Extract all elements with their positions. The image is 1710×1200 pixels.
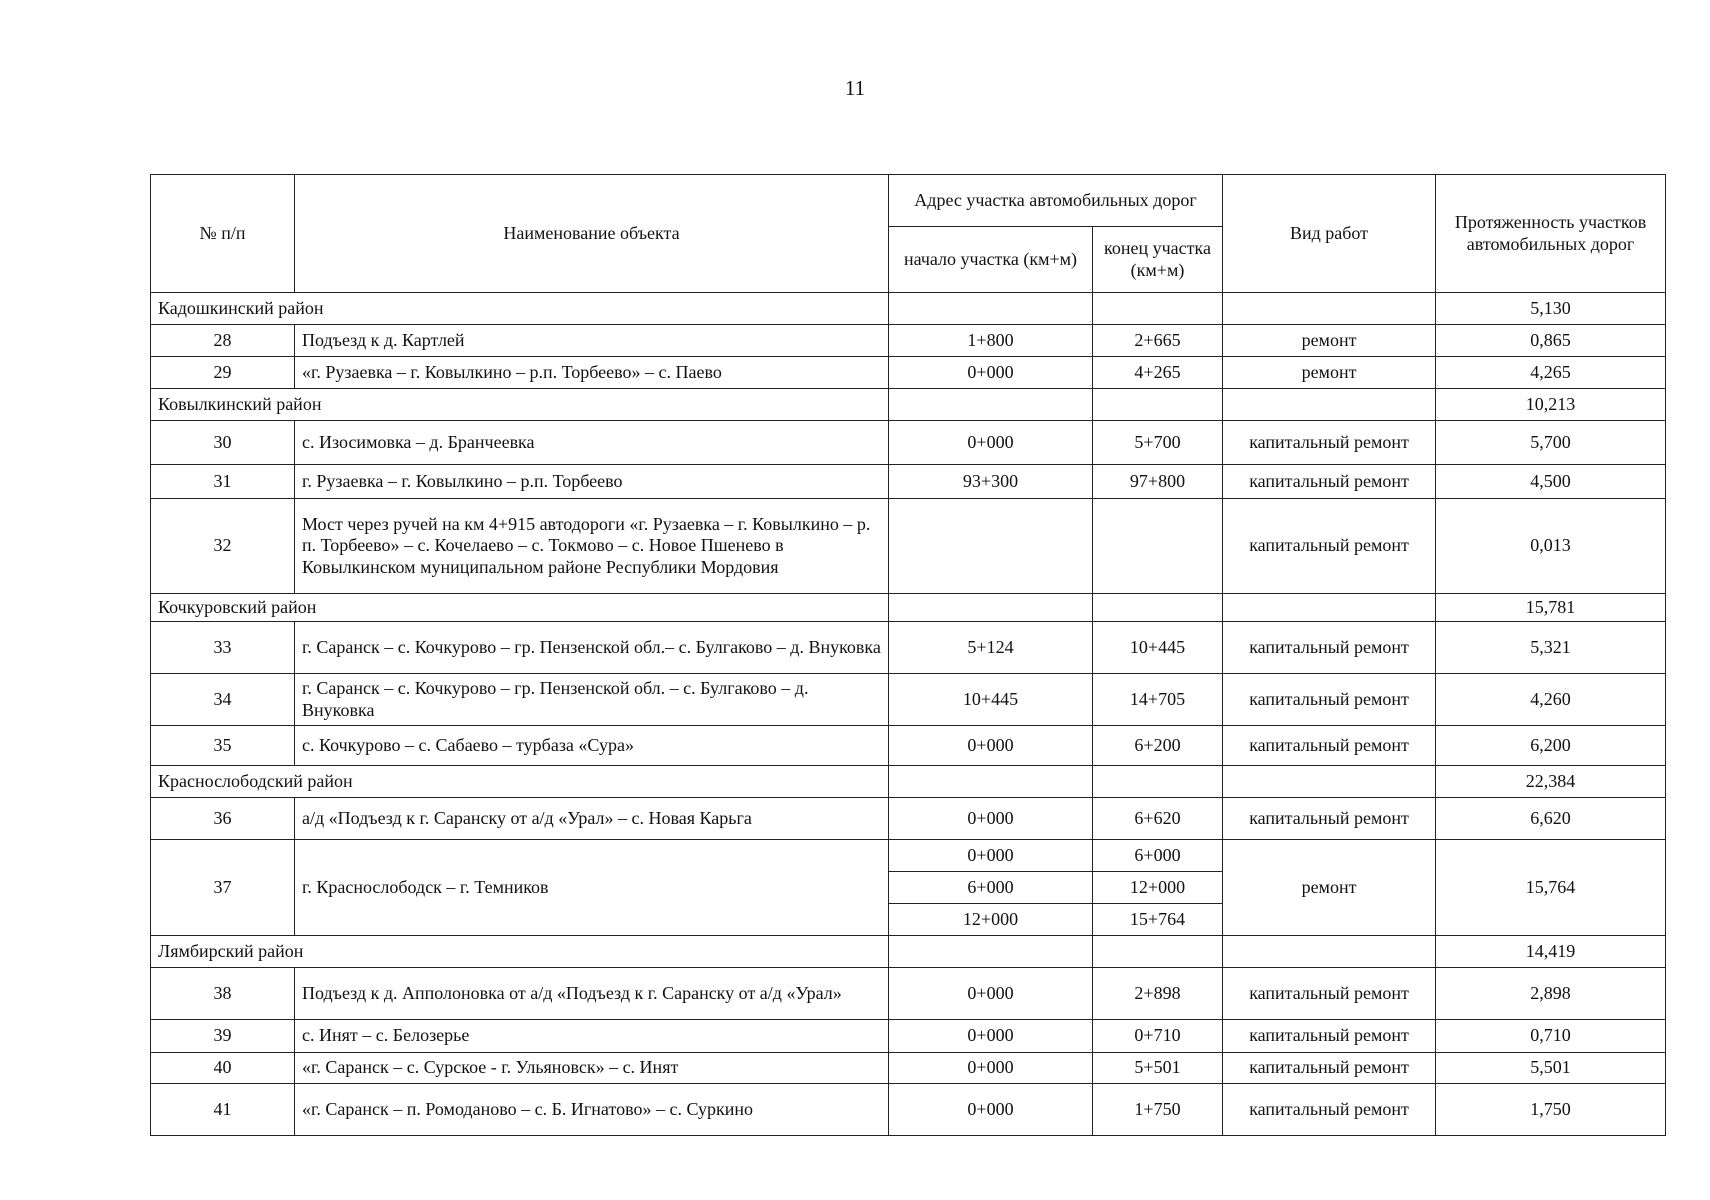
district-name: Краснослободский район (151, 766, 889, 798)
segment-end: 5+501 (1093, 1053, 1223, 1084)
segment-end: 5+700 (1093, 421, 1223, 465)
table-row (151, 798, 1666, 840)
district-row (151, 936, 1666, 968)
district-row (151, 389, 1666, 421)
district-empty-cell (889, 293, 1093, 325)
row-number: 34 (151, 674, 295, 726)
work-type: капитальный ремонт (1223, 499, 1436, 594)
row-number: 32 (151, 499, 295, 594)
work-type: капитальный ремонт (1223, 1053, 1436, 1084)
row-number: 29 (151, 357, 295, 389)
page-number: 11 (844, 76, 866, 100)
segment-start: 0+000 (889, 1053, 1093, 1084)
table-row (151, 421, 1666, 465)
segment-end: 14+705 (1093, 674, 1223, 726)
row-number: 35 (151, 726, 295, 766)
district-row (151, 594, 1666, 622)
district-name: Лямбирский район (151, 936, 889, 968)
segment-start: 0+000 (889, 798, 1093, 840)
work-type: капитальный ремонт (1223, 968, 1436, 1020)
work-type: капитальный ремонт (1223, 622, 1436, 674)
object-name: г. Рузаевка – г. Ковылкино – р.п. Торбеево (295, 465, 889, 499)
district-total: 14,419 (1436, 936, 1666, 968)
roads-table (150, 174, 1666, 1136)
segment-end: 15+764 (1093, 904, 1223, 936)
district-empty-cell (889, 389, 1093, 421)
road-length: 4,260 (1436, 674, 1666, 726)
header-work: Вид работ (1223, 175, 1436, 293)
district-empty-cell (1093, 389, 1223, 421)
work-type: капитальный ремонт (1223, 421, 1436, 465)
district-name: Ковылкинский район (151, 389, 889, 421)
segment-end: 10+445 (1093, 622, 1223, 674)
segment-start: 12+000 (889, 904, 1093, 936)
district-empty-cell (1093, 594, 1223, 622)
district-empty-cell (1223, 766, 1436, 798)
object-name: Подъезд к д. Апполоновка от а/д «Подъезд к г. Саранску от а/д «Урал» (295, 968, 889, 1020)
segment-end: 6+000 (1093, 840, 1223, 872)
district-empty-cell (1223, 293, 1436, 325)
segment-end: 4+265 (1093, 357, 1223, 389)
row-number: 38 (151, 968, 295, 1020)
segment-end: 0+710 (1093, 1020, 1223, 1053)
district-empty-cell (889, 936, 1093, 968)
object-name: г. Саранск – с. Кочкурово – гр. Пензенской обл.– с. Булгаково – д. Внуковка (295, 622, 889, 674)
segment-end: 1+750 (1093, 1084, 1223, 1136)
object-name: а/д «Подъезд к г. Саранску от а/д «Урал» – с. Новая Карьга (295, 798, 889, 840)
district-total: 22,384 (1436, 766, 1666, 798)
road-length: 5,321 (1436, 622, 1666, 674)
work-type: капитальный ремонт (1223, 465, 1436, 499)
segment-start: 5+124 (889, 622, 1093, 674)
district-row (151, 766, 1666, 798)
road-length: 6,620 (1436, 798, 1666, 840)
table-row (151, 1084, 1666, 1136)
road-length: 0,013 (1436, 499, 1666, 594)
table-row (151, 465, 1666, 499)
object-name: «г. Саранск – с. Сурское - г. Ульяновск» – с. Инят (295, 1053, 889, 1084)
district-empty-cell (1093, 766, 1223, 798)
table-row (151, 840, 1666, 872)
segment-start: 93+300 (889, 465, 1093, 499)
work-type: ремонт (1223, 357, 1436, 389)
table-row (151, 726, 1666, 766)
table-row (151, 325, 1666, 357)
table-row (151, 968, 1666, 1020)
work-type: капитальный ремонт (1223, 1020, 1436, 1053)
segment-end: 6+620 (1093, 798, 1223, 840)
object-name: г. Саранск – с. Кочкурово – гр. Пензенской обл. – с. Булгаково – д. Внуковка (295, 674, 889, 726)
district-empty-cell (1093, 293, 1223, 325)
row-number: 37 (151, 840, 295, 936)
segment-end: 6+200 (1093, 726, 1223, 766)
work-type: капитальный ремонт (1223, 726, 1436, 766)
table-row (151, 357, 1666, 389)
row-number: 28 (151, 325, 295, 357)
object-name: г. Краснослободск – г. Темников (295, 840, 889, 936)
segment-start: 6+000 (889, 872, 1093, 904)
object-name: с. Кочкурово – с. Сабаево – турбаза «Сура» (295, 726, 889, 766)
segment-start (889, 499, 1093, 594)
road-length: 5,700 (1436, 421, 1666, 465)
segment-start: 0+000 (889, 421, 1093, 465)
row-number: 36 (151, 798, 295, 840)
header-length: Протяженность участков автомобильных дорог (1436, 175, 1666, 293)
header-address: Адрес участка автомобильных дорог (889, 175, 1223, 227)
district-total: 15,781 (1436, 594, 1666, 622)
table-header (151, 175, 1666, 293)
row-number: 33 (151, 622, 295, 674)
object-name: Мост через ручей на км 4+915 автодороги «г. Рузаевка – г. Ковылкино – р. п. Торбеево» – с. Кочелаево – с. Токмово – с. Новое Пшенево в Ковылкинском муниципальном районе Республики Мордовия (295, 499, 889, 594)
header-name: Наименование объекта (295, 175, 889, 293)
segment-end: 97+800 (1093, 465, 1223, 499)
table-row (151, 674, 1666, 726)
district-total: 10,213 (1436, 389, 1666, 421)
table-row (151, 499, 1666, 594)
segment-start: 0+000 (889, 1020, 1093, 1053)
road-length: 4,265 (1436, 357, 1666, 389)
work-type: капитальный ремонт (1223, 674, 1436, 726)
table-row (151, 1020, 1666, 1053)
table-row (151, 622, 1666, 674)
segment-end: 2+665 (1093, 325, 1223, 357)
work-type: ремонт (1223, 325, 1436, 357)
road-length: 0,710 (1436, 1020, 1666, 1053)
row-number: 30 (151, 421, 295, 465)
work-type: капитальный ремонт (1223, 798, 1436, 840)
district-total: 5,130 (1436, 293, 1666, 325)
segment-start: 0+000 (889, 840, 1093, 872)
object-name: Подъезд к д. Картлей (295, 325, 889, 357)
header-end: конец участка (км+м) (1093, 227, 1223, 293)
district-empty-cell (889, 766, 1093, 798)
segment-end: 2+898 (1093, 968, 1223, 1020)
object-name: с. Инят – с. Белозерье (295, 1020, 889, 1053)
row-number: 40 (151, 1053, 295, 1084)
table-row (151, 1053, 1666, 1084)
road-length: 15,764 (1436, 840, 1666, 936)
road-length: 4,500 (1436, 465, 1666, 499)
work-type: капитальный ремонт (1223, 1084, 1436, 1136)
road-length: 0,865 (1436, 325, 1666, 357)
object-name: «г. Саранск – п. Ромоданово – с. Б. Игнатово» – с. Суркино (295, 1084, 889, 1136)
district-row (151, 293, 1666, 325)
district-empty-cell (889, 594, 1093, 622)
segment-start: 0+000 (889, 357, 1093, 389)
road-length: 6,200 (1436, 726, 1666, 766)
segment-end (1093, 499, 1223, 594)
segment-start: 0+000 (889, 968, 1093, 1020)
segment-start: 10+445 (889, 674, 1093, 726)
segment-end: 12+000 (1093, 872, 1223, 904)
road-length: 1,750 (1436, 1084, 1666, 1136)
row-number: 39 (151, 1020, 295, 1053)
district-empty-cell (1223, 594, 1436, 622)
header-start: начало участка (км+м) (889, 227, 1093, 293)
segment-start: 0+000 (889, 726, 1093, 766)
header-num: № п/п (151, 175, 295, 293)
object-name: с. Изосимовка – д. Бранчеевка (295, 421, 889, 465)
district-empty-cell (1223, 936, 1436, 968)
row-number: 31 (151, 465, 295, 499)
object-name: «г. Рузаевка – г. Ковылкино – р.п. Торбеево» – с. Паево (295, 357, 889, 389)
segment-start: 1+800 (889, 325, 1093, 357)
district-name: Кадошкинский район (151, 293, 889, 325)
district-empty-cell (1093, 936, 1223, 968)
district-empty-cell (1223, 389, 1436, 421)
work-type: ремонт (1223, 840, 1436, 936)
road-length: 2,898 (1436, 968, 1666, 1020)
road-length: 5,501 (1436, 1053, 1666, 1084)
row-number: 41 (151, 1084, 295, 1136)
table-body (151, 293, 1666, 1136)
segment-start: 0+000 (889, 1084, 1093, 1136)
district-name: Кочкуровский район (151, 594, 889, 622)
